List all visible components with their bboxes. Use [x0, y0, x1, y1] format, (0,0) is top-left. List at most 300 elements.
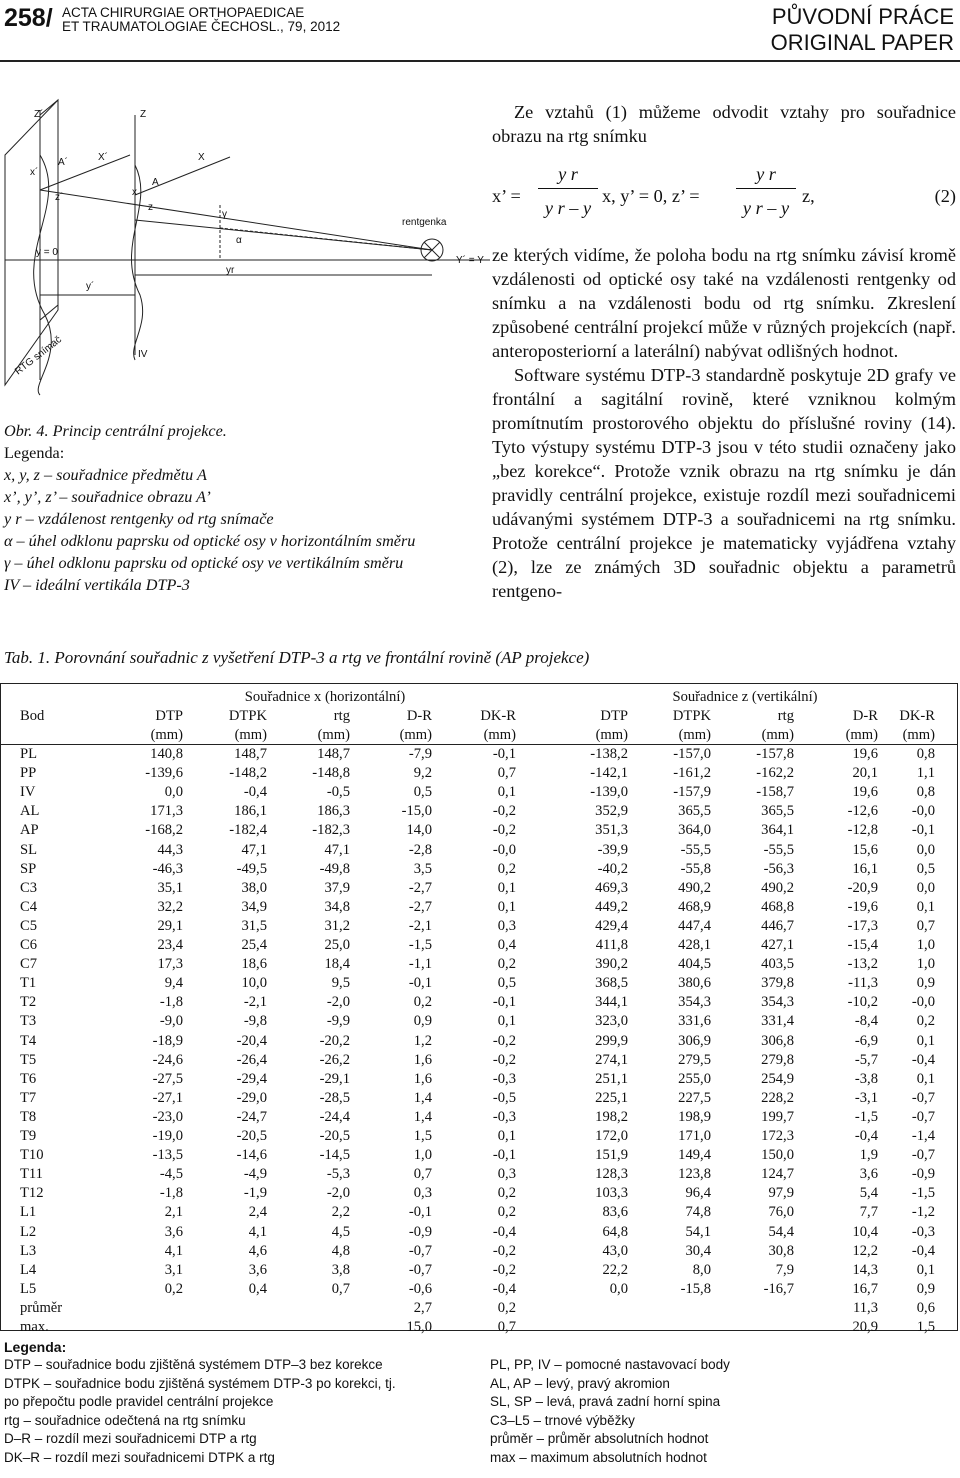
table-col-header: D-R	[852, 708, 878, 724]
table-col-header: rtg	[333, 708, 350, 724]
table-cell: 172,3	[761, 1128, 794, 1144]
table-group-z: Souřadnice z (vertikální)	[672, 689, 818, 705]
table-cell: 1,0	[916, 937, 935, 953]
table-cell: 14,0	[406, 822, 432, 838]
table-cell: -13,2	[847, 956, 878, 972]
table-cell: 29,1	[157, 918, 183, 934]
table-row-label: C4	[20, 899, 38, 915]
table-cell: -2,1	[243, 994, 267, 1010]
table-cell: -148,2	[229, 765, 267, 781]
journal-line-1: ACTA CHIRURGIAE ORTHOPAEDICAE	[62, 5, 305, 20]
table-cell: 227,5	[678, 1090, 711, 1106]
table-cell: 172,0	[595, 1128, 628, 1144]
table-cell: 15,6	[852, 842, 878, 858]
table-cell: 1,4	[413, 1109, 432, 1125]
table-cell: -20,9	[847, 880, 878, 896]
table-cell: 365,5	[678, 803, 711, 819]
table-cell: 37,9	[324, 880, 350, 896]
table-cell: 9,2	[413, 765, 432, 781]
table-cell: 251,1	[595, 1071, 628, 1087]
table-row-label: C3	[20, 880, 38, 896]
table-cell: 354,3	[678, 994, 711, 1010]
table-cell: 279,5	[678, 1052, 711, 1068]
table-cell: 0,2	[497, 861, 516, 877]
table-cell: -4,9	[243, 1166, 267, 1182]
table-col-unit: (mm)	[483, 727, 516, 743]
table-cell: 411,8	[595, 937, 628, 953]
table-row-label: max.	[20, 1319, 49, 1335]
table-row-label: PL	[20, 746, 38, 762]
table-cell: -0,4	[911, 1243, 935, 1259]
equation-2	[492, 162, 956, 232]
table-row-label: IV	[20, 784, 36, 800]
table-row-label: C6	[20, 937, 38, 953]
fig-label-a-prime: A´	[58, 157, 68, 168]
fig-label-y-eq: Y´ = Y	[456, 255, 484, 266]
fig-label-y-zero: y = 0	[36, 247, 58, 258]
table-row-label: T3	[20, 1013, 37, 1029]
table-cell: -1,5	[408, 937, 432, 953]
fig-label-z: Z	[140, 109, 147, 120]
legend-item: průměr – průměr absolutních hodnot	[490, 1431, 709, 1446]
table-cell: 427,1	[761, 937, 794, 953]
table-cell: 0,7	[413, 1166, 432, 1182]
table-cell: -2,0	[326, 994, 350, 1010]
table-cell: 255,0	[678, 1071, 711, 1087]
table-row-label: T1	[20, 975, 37, 991]
table-cell: 14,3	[852, 1262, 878, 1278]
table-cell: 429,4	[595, 918, 628, 934]
table-cell: -39,9	[597, 842, 628, 858]
table-cell: 306,8	[761, 1033, 794, 1049]
table-cell: 0,3	[413, 1185, 432, 1201]
table-cell: 30,4	[685, 1243, 711, 1259]
fig-label-rtg: RTG snímač	[13, 334, 64, 378]
table-row-label: T5	[20, 1052, 37, 1068]
fig-label-y-prime: y´	[86, 281, 95, 292]
table-cell: -142,1	[590, 765, 628, 781]
table-cell: 1,5	[916, 1319, 935, 1335]
table-cell: 0,4	[248, 1281, 267, 1297]
caption-line: x’, y’, z’ – souřadnice obrazu A’	[4, 488, 211, 506]
table-cell: -10,2	[847, 994, 878, 1010]
table-cell: 0,8	[916, 746, 935, 762]
table-cell: 490,2	[678, 880, 711, 896]
eq-lhs: x’ =	[492, 186, 521, 206]
table-cell: -0,1	[408, 1204, 432, 1220]
table-col-header: DTP	[600, 708, 628, 724]
table-cell: -0,4	[854, 1128, 878, 1144]
table-cell: 54,1	[685, 1224, 711, 1240]
table-cell: 364,1	[761, 822, 794, 838]
table-cell: 1,9	[859, 1147, 878, 1163]
table-cell: -0,0	[492, 842, 516, 858]
table-cell: -9,9	[326, 1013, 350, 1029]
table-cell: -14,6	[236, 1147, 267, 1163]
table-cell: 0,0	[916, 842, 935, 858]
table-cell: -1,8	[159, 994, 183, 1010]
detector-top-edge	[40, 100, 58, 320]
table-cell: 0,4	[497, 937, 516, 953]
article-type	[771, 4, 954, 56]
table-cell: 199,7	[761, 1109, 794, 1125]
table-cell: 0,2	[497, 1204, 516, 1220]
table-cell: -20,5	[236, 1128, 267, 1144]
table-cell: -158,7	[756, 784, 794, 800]
table-cell: -4,5	[159, 1166, 183, 1182]
legend-item: DK–R – rozdíl mezi souřadnicemi DTPK a rtg	[4, 1449, 275, 1465]
legend-item: max – maximum absolutních hodnot	[490, 1449, 707, 1465]
table-cell: -139,0	[590, 784, 628, 800]
legend-item: DTP – souřadnice bodu zjištěná systémem DTP–3 bez korekce	[4, 1357, 383, 1372]
table-row-label: T2	[20, 994, 37, 1010]
table-cell: 16,1	[852, 861, 878, 877]
table-cell: 3,8	[331, 1262, 350, 1278]
body-paragraph-3: Software systému DTP-3 standardně poskytuje 2D grafy ve frontální a sagitální rovině, které vzniknou kolmým promítnutím prostorového objektu do příslušné roviny (14). Tyto výstupy systému DTP-3 jsou v této studii označeny jako „bez korekce“. Protože vznik obrazu na rtg snímku je dán pravidly centrální projekce, existuje rozdíl mezi souřadnicemi udávanými systémem DTP-3 a souřadnicemi na rtg snímku. Protože centrální projekce je matematicky vyjádřena vztahy (2), lze ze známých 3D souřadnic objektu a parametrů rentgeno-	[492, 365, 956, 601]
table-col-header: DK-R	[899, 708, 935, 724]
table-cell: -11,3	[848, 975, 878, 991]
table-cell: -0,7	[408, 1243, 432, 1259]
table-cell: 9,4	[164, 975, 183, 991]
table-cell: 447,4	[678, 918, 711, 934]
caption-line: y r – vzdálenost rentgenky od rtg snímače	[4, 510, 274, 528]
table-cell: 4,8	[331, 1243, 350, 1259]
table-cell: 47,1	[324, 842, 350, 858]
table-cell: 2,4	[248, 1204, 267, 1220]
fig-label-z-prime: Z´	[34, 109, 44, 120]
table-cell: -1,5	[911, 1185, 935, 1201]
table-cell: 97,9	[768, 1185, 794, 1201]
table-cell: -148,8	[312, 765, 350, 781]
header-rule	[0, 60, 960, 62]
table-row-label: L2	[20, 1224, 37, 1240]
table-cell: -0,2	[492, 1033, 516, 1049]
table-cell: 0,2	[413, 994, 432, 1010]
table-row-label: T6	[20, 1071, 37, 1087]
journal-title	[62, 6, 340, 34]
table-cell: 10,0	[241, 975, 267, 991]
table-cell: 0,1	[916, 1033, 935, 1049]
table-cell: -0,7	[911, 1147, 935, 1163]
table-cell: -0,2	[492, 803, 516, 819]
eq-num1: y r	[558, 164, 578, 184]
table-cell: -2,7	[408, 899, 432, 915]
table-cell: -2,0	[326, 1185, 350, 1201]
table-cell: -0,9	[911, 1166, 935, 1182]
table-cell: -0,3	[492, 1071, 516, 1087]
table-cell: 428,1	[678, 937, 711, 953]
table-caption: Tab. 1. Porovnání souřadnic z vyšetření DTP-3 a rtg ve frontální rovině (AP projekce)	[4, 648, 590, 667]
table-cell: 404,5	[678, 956, 711, 972]
table-cell: -0,0	[911, 994, 935, 1010]
table-row-label: T4	[20, 1033, 37, 1049]
table-cell: 1,6	[413, 1071, 432, 1087]
table-cell: -0,1	[492, 746, 516, 762]
legend-item: C3–L5 – trnové výběžky	[490, 1412, 635, 1428]
table-cell: -6,9	[854, 1033, 878, 1049]
caption-line: x, y, z – souřadnice předmětu A	[4, 466, 207, 484]
table-cell: 254,9	[761, 1071, 794, 1087]
table-cell: -139,6	[145, 765, 183, 781]
table-cell: 9,5	[331, 975, 350, 991]
table-cell: 19,6	[852, 746, 878, 762]
table-row-label: T12	[20, 1185, 44, 1201]
table-cell: -29,0	[236, 1090, 267, 1106]
journal-line-2: ET TRAUMATOLOGIAE ČECHOSL., 79, 2012	[62, 19, 341, 34]
table-cell: 469,3	[595, 880, 628, 896]
table-cell: 364,0	[678, 822, 711, 838]
table-cell: 2,2	[331, 1204, 350, 1220]
table-cell: 331,4	[761, 1013, 794, 1029]
table-cell: -157,8	[756, 746, 794, 762]
table-cell: -1,8	[159, 1185, 183, 1201]
table-row-label: T11	[20, 1166, 43, 1182]
table-cell: 0,8	[916, 784, 935, 800]
table-cell: 20,1	[852, 765, 878, 781]
table-cell: -2,7	[408, 880, 432, 896]
table-cell: -26,4	[236, 1052, 267, 1068]
table-cell: 279,8	[761, 1052, 794, 1068]
table-cell: 3,1	[164, 1262, 183, 1278]
table-cell: -40,2	[597, 861, 628, 877]
table-cell: -161,2	[673, 765, 711, 781]
table-cell: -0,1	[492, 994, 516, 1010]
table-cell: 365,5	[761, 803, 794, 819]
table-row-label: SL	[20, 842, 38, 858]
legend-item: DTPK – souřadnice bodu zjištěná systémem DTP-3 po korekci, tj.	[4, 1375, 396, 1391]
table-cell: 1,2	[413, 1033, 432, 1049]
table-cell: -182,3	[312, 822, 350, 838]
x-axis	[135, 157, 230, 195]
table-cell: 0,2	[497, 1300, 516, 1316]
table-cell: 0,5	[916, 861, 935, 877]
legend-item: PL, PP, IV – pomocné nastavovací body	[490, 1357, 730, 1372]
eq-den1: y r – y	[544, 198, 592, 218]
table-cell: 148,7	[234, 746, 267, 762]
table-cell: -20,5	[319, 1128, 350, 1144]
table-cell: 16,7	[852, 1281, 878, 1297]
table-cell: 96,4	[685, 1185, 711, 1201]
table-row-label: L5	[20, 1281, 37, 1297]
table-cell: 468,8	[761, 899, 794, 915]
table-cell: 30,8	[768, 1243, 794, 1259]
table-cell: 0,3	[497, 918, 516, 934]
table-cell: -0,2	[492, 1262, 516, 1278]
table-cell: 54,4	[768, 1224, 794, 1240]
table-cell: 34,9	[241, 899, 267, 915]
table-cell: -0,1	[408, 975, 432, 991]
eq-tail: z,	[802, 186, 815, 206]
table-cell: 0,6	[916, 1300, 935, 1316]
caption-line: γ – úhel odklonu paprsku od optické osy ve vertikálním směru	[4, 554, 404, 572]
table-cell: -55,8	[680, 861, 711, 877]
table-cell: 323,0	[595, 1013, 628, 1029]
table-cell: 0,2	[916, 1013, 935, 1029]
table-cell: 44,3	[157, 842, 183, 858]
table-cell: 47,1	[241, 842, 267, 858]
table-cell: 0,1	[497, 899, 516, 915]
table-cell: 2,1	[164, 1204, 183, 1220]
table-cell: -15,8	[680, 1281, 711, 1297]
table-cell: -2,1	[408, 918, 432, 934]
fig-label-z-small: z	[148, 202, 153, 213]
table-cell: 0,1	[916, 899, 935, 915]
table-cell: 31,5	[241, 918, 267, 934]
table-cell: -0,2	[492, 1052, 516, 1068]
table-cell: 2,7	[413, 1300, 432, 1316]
table-col-header: DTPK	[672, 708, 711, 724]
table-row-label: L4	[20, 1262, 37, 1278]
table-cell: 3,5	[413, 861, 432, 877]
table-cell: -0,7	[408, 1262, 432, 1278]
table-cell: -0,1	[492, 1147, 516, 1163]
table-cell: -12,6	[847, 803, 878, 819]
body-paragraph-2: ze kterých vidíme, že poloha bodu na rtg snímku závisí kromě vzdálenosti od optické osy také na vzdálenosti rentgenky od snímku a na vzdálenosti bodu od rtg snímku. Zkreslení způsobené centrální projekcí může v různých projekcích (např. anteroposteriorní a laterální) nabývat odlišných hodnot.	[492, 245, 956, 361]
table-cell: 83,6	[602, 1204, 628, 1220]
table-cell: 31,2	[324, 918, 350, 934]
table-cell: -0,3	[911, 1224, 935, 1240]
table-cell: -19,6	[847, 899, 878, 915]
table-cell: 0,5	[413, 784, 432, 800]
table-cell: -0,3	[492, 1109, 516, 1125]
table-cell: 3,6	[248, 1262, 267, 1278]
table-cell: 0,1	[916, 1262, 935, 1278]
table-cell: 0,7	[497, 1319, 516, 1335]
table-cell: 225,1	[595, 1090, 628, 1106]
table-cell: 7,7	[859, 1204, 878, 1220]
legend-item: D–R – rozdíl mezi souřadnicemi DTP a rtg	[4, 1431, 257, 1446]
table-cell: -0,5	[492, 1090, 516, 1106]
eq-mid: x, y’ = 0, z’ =	[602, 186, 700, 206]
table-cell: -24,6	[152, 1052, 183, 1068]
table-cell: -27,5	[152, 1071, 183, 1087]
table-cell: -7,9	[408, 746, 432, 762]
table-cell: 0,7	[331, 1281, 350, 1297]
table-col-unit: (mm)	[399, 727, 432, 743]
table-cell: 35,1	[157, 880, 183, 896]
table-cell: -0,7	[911, 1090, 935, 1106]
table-cell: -17,3	[847, 918, 878, 934]
table-cell: 368,5	[595, 975, 628, 991]
table-cell: 43,0	[602, 1243, 628, 1259]
table-cell: 38,0	[241, 880, 267, 896]
table-cell: -55,5	[763, 842, 794, 858]
table-cell: -1,9	[243, 1185, 267, 1201]
legend-item: rtg – souřadnice odečtená na rtg snímku	[4, 1412, 246, 1428]
table-cell: 446,7	[761, 918, 794, 934]
ray-b	[135, 220, 432, 250]
table-cell: -0,4	[492, 1224, 516, 1240]
table-cell: -157,0	[673, 746, 711, 762]
table-cell: -24,4	[319, 1109, 350, 1125]
table-cell: 306,9	[678, 1033, 711, 1049]
table-cell: -157,9	[673, 784, 711, 800]
table-cell: 64,8	[602, 1224, 628, 1240]
table-cell: 11,3	[853, 1300, 878, 1316]
table-cell: 299,9	[595, 1033, 628, 1049]
table-cell: -0,4	[243, 784, 267, 800]
table-col-header: DTPK	[228, 708, 267, 724]
table-cell: -29,1	[319, 1071, 350, 1087]
table-cell: -0,9	[408, 1224, 432, 1240]
table-row-label: AL	[20, 803, 40, 819]
table-row-label: SP	[20, 861, 37, 877]
table-cell: -0,4	[492, 1281, 516, 1297]
table-cell: 150,0	[761, 1147, 794, 1163]
table-col-unit: (mm)	[234, 727, 267, 743]
table-cell: 0,9	[916, 975, 935, 991]
table-cell: 1,0	[413, 1147, 432, 1163]
table-col-header: D-R	[406, 708, 432, 724]
table-cell: 1,5	[413, 1128, 432, 1144]
table-row-label: L1	[20, 1204, 37, 1220]
fig-label-x-axis: X	[198, 152, 205, 163]
table-col-unit: (mm)	[150, 727, 183, 743]
table-col-unit: (mm)	[902, 727, 935, 743]
fig-label-x-prime-axis: X´	[98, 152, 108, 163]
table-cell: 0,1	[916, 1071, 935, 1087]
table-cell: 0,1	[497, 1013, 516, 1029]
page-number: 258/	[4, 4, 53, 32]
table-row-label: PP	[20, 765, 37, 781]
table-cell: -20,4	[236, 1033, 267, 1049]
figure-caption	[4, 420, 474, 596]
table-cell: 0,0	[609, 1281, 628, 1297]
table-cell: 274,1	[595, 1052, 628, 1068]
table-cell: -0,6	[408, 1281, 432, 1297]
table-cell: -14,5	[319, 1147, 350, 1163]
table-cell: 7,9	[775, 1262, 794, 1278]
eq-den2: y r – y	[742, 198, 790, 218]
table-cell: 0,2	[164, 1281, 183, 1297]
table-cell: 74,8	[685, 1204, 711, 1220]
table-cell: 76,0	[768, 1204, 794, 1220]
table-col-unit: (mm)	[678, 727, 711, 743]
table-row-label: AP	[20, 822, 39, 838]
table-cell: 4,6	[248, 1243, 267, 1259]
table-cell: -27,1	[152, 1090, 183, 1106]
table-cell: 171,3	[150, 803, 183, 819]
table-cell: -0,0	[911, 803, 935, 819]
legend-item: AL, AP – levý, pravý akromion	[490, 1375, 670, 1391]
table-cell: 1,4	[413, 1090, 432, 1106]
table-cell: 380,6	[678, 975, 711, 991]
table-cell: 1,0	[916, 956, 935, 972]
table-cell: -2,8	[408, 842, 432, 858]
table-cell: 198,9	[678, 1109, 711, 1125]
table-cell: 1,6	[413, 1052, 432, 1068]
article-type-cz: PŮVODNÍ PRÁCE	[771, 4, 954, 29]
table-cell: -46,3	[152, 861, 183, 877]
table-cell: -8,4	[854, 1013, 878, 1029]
table-row-label: T8	[20, 1109, 37, 1125]
table-cell: 25,4	[241, 937, 267, 953]
table-cell: 0,7	[916, 918, 935, 934]
table-cell: -1,1	[408, 956, 432, 972]
eq-frac-bar-1	[538, 188, 598, 189]
x-prime-axis	[40, 155, 130, 190]
table-cell: 148,7	[317, 746, 350, 762]
table-cell: 354,3	[761, 994, 794, 1010]
table-row-label: T7	[20, 1090, 37, 1106]
table-cell: 123,8	[678, 1166, 711, 1182]
table-row-label: C5	[20, 918, 38, 934]
eq-num2: y r	[756, 164, 776, 184]
legend-item: po přepočtu podle pravidel centrální projekce	[4, 1394, 274, 1409]
table-cell: 344,1	[595, 994, 628, 1010]
table-cell: 22,2	[602, 1262, 628, 1278]
table-cell: -49,8	[319, 861, 350, 877]
